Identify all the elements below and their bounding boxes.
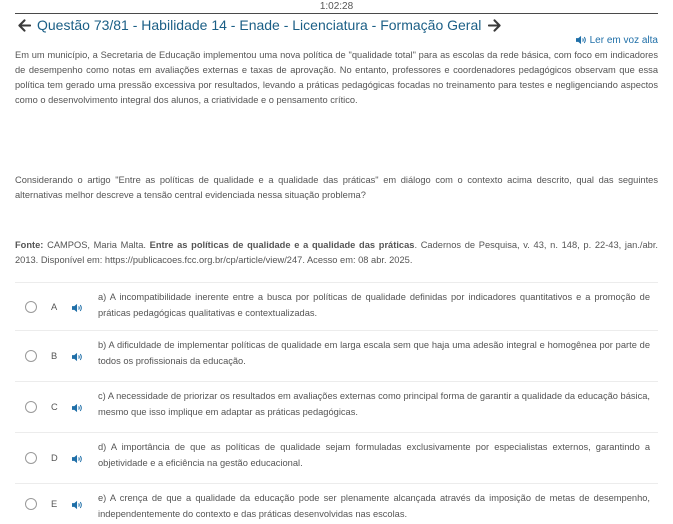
source-details: . Cadernos de Pesquisa, v. 43, n. 148, p. 22-43, jan./abr. 2013. Disponível em: https://publicacoes.fcc.org.br/cp/article/view/247. Acesso em: 08 abr. 2025. [15, 240, 658, 265]
timer-divider [15, 13, 658, 14]
option-c[interactable] [15, 381, 658, 432]
option-b[interactable] [15, 330, 658, 381]
question-header [15, 15, 503, 35]
option-c-radio[interactable] [25, 401, 37, 413]
question-title: Questão 73/81 - Habilidade 14 - Enade - Licenciatura - Formação Geral [37, 17, 482, 33]
option-controls [15, 484, 91, 524]
speaker-icon [72, 303, 83, 313]
option-b-radio[interactable] [25, 350, 37, 362]
option-controls [15, 382, 91, 432]
option-e-letter: E [51, 499, 58, 509]
option-a-radio[interactable] [25, 301, 37, 313]
option-a-text: a) A incompatibilidade inerente entre a busca por políticas de qualidade definidas por indicadores quantitativos e a promoção de práticas pedagógicas qualitativas e contextualizadas. [98, 292, 650, 318]
option-a[interactable] [15, 282, 658, 330]
option-controls [15, 433, 91, 483]
option-d-text: d) A importância de que as políticas de qualidade sejam formuladas exclusivamente por especialistas externos, garantindo a objetividade e a eficiência na gestão educacional. [98, 442, 650, 468]
option-c-text: c) A necessidade de priorizar os resultados em avaliações externas como principal forma de garantir a qualidade da educação básica, mesmo que isso implique em adaptar as práticas pedagógicas. [98, 391, 650, 417]
option-b-read-aloud[interactable] [72, 349, 84, 361]
option-d[interactable] [15, 432, 658, 483]
option-e-read-aloud[interactable] [72, 497, 84, 509]
speaker-icon [72, 352, 83, 362]
option-d-radio[interactable] [25, 452, 37, 464]
speaker-icon [72, 500, 83, 510]
exam-timer: 1:02:28 [319, 1, 354, 12]
previous-question-button[interactable] [15, 16, 33, 34]
question-source [15, 238, 658, 268]
option-a-read-aloud[interactable] [72, 300, 84, 312]
option-c-letter: C [51, 402, 58, 412]
answer-options [15, 282, 658, 524]
question-prompt: Considerando o artigo "Entre as políticas de qualidade e a qualidade das práticas" em diálogo com o contexto acima descrito, qual das seguintes alternativas melhor descreve a tensão central evidenciada nessa situação problema? [15, 175, 658, 200]
option-controls [15, 331, 91, 381]
option-controls [15, 283, 91, 330]
source-label: Fonte: [15, 240, 44, 250]
question-context: Em um município, a Secretaria de Educação implementou uma nova política de "qualidade total" para as escolas da rede básica, com foco em indicadores de desempenho como notas em avaliações externas e taxas de aprovação. No entanto, professores e coordenadores pedagógicos observam que essa política tem gerado uma pressão excessiva por resultados, levando a práticas pedagógicas focadas no treinamento para testes e negligenciando aspectos como o desenvolvimento integral dos alunos, a criatividade e o pensamento crítico. [15, 50, 658, 105]
arrow-left-icon [18, 19, 31, 32]
option-d-letter: D [51, 453, 58, 463]
source-author: CAMPOS, Maria Malta. [43, 240, 150, 250]
option-e-text: e) A crença de que a qualidade da educação pode ser plenamente alcançada através da imposição de metas de desempenho, independentemente do contexto e das práticas desenvolvidas nas escolas. [98, 493, 650, 519]
option-e[interactable] [15, 483, 658, 524]
option-a-letter: A [51, 301, 58, 312]
speaker-icon [72, 454, 83, 464]
option-d-read-aloud[interactable] [72, 451, 84, 463]
next-question-button[interactable] [485, 16, 503, 34]
option-b-text: b) A dificuldade de implementar políticas de qualidade em larga escala sem que haja uma adesão integral e homogênea por parte de todos os profissionais da educação. [98, 340, 650, 366]
speaker-icon [72, 403, 83, 413]
arrow-right-icon [488, 19, 501, 32]
option-b-letter: B [51, 351, 58, 361]
read-aloud-button[interactable] [576, 33, 658, 47]
source-title: Entre as políticas de qualidade e a qualidade das práticas [149, 240, 415, 250]
option-e-radio[interactable] [25, 498, 37, 510]
speaker-icon [576, 35, 587, 45]
option-c-read-aloud[interactable] [72, 400, 84, 412]
read-aloud-label: Ler em voz alta [589, 34, 658, 46]
